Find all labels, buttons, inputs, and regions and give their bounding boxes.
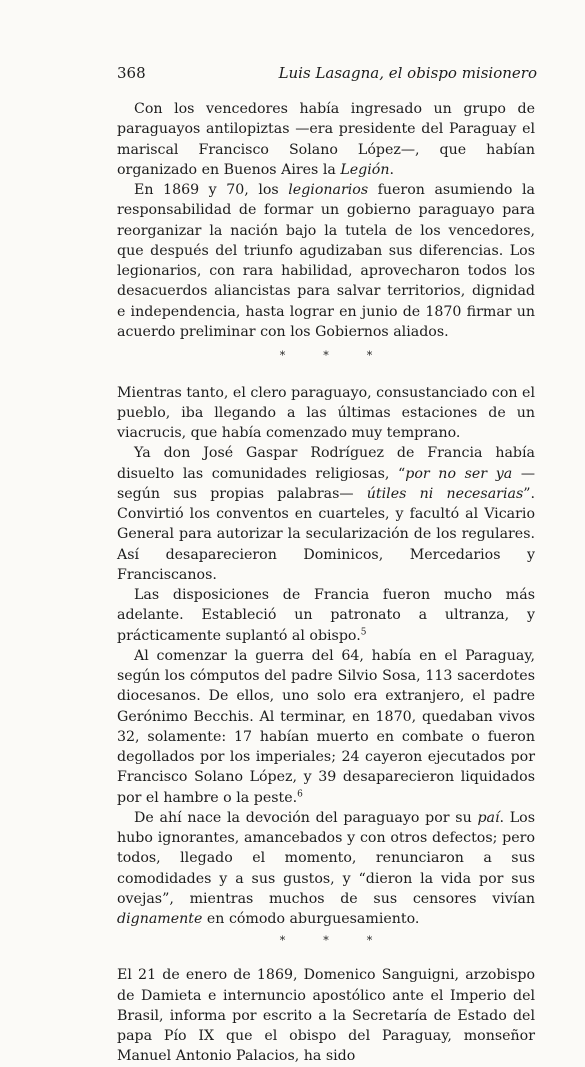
paragraph-7 bbox=[117, 808, 535, 930]
section-separator bbox=[117, 929, 535, 965]
paragraph-6 bbox=[117, 646, 535, 808]
asterisk: * bbox=[323, 934, 329, 948]
text-span: Con los vencedores había ingresado un grupo de paraguayos antilopiztas —era presidente del Paraguay el mariscal Francisco Solano López—, que habían organizado en Buenos Aires la bbox=[117, 101, 535, 178]
emphasis: útiles ni necesarias bbox=[366, 485, 524, 502]
asterisk: * bbox=[323, 349, 329, 363]
text-span: Al comenzar la guerra del 64, había en el Paraguay, según los cómputos del padre Silvio Sosa, 113 sacerdotes diocesanos. De ellos, uno solo era extranjero, el padre Gerónimo Becchis. Al terminar, en 1870, quedaban vivos 32, solamente: 17 habían muerto en combate o fueron degollados por los imperiales; 24 cayeron ejecutados por Francisco Solano López, y 39 desaparecieron liquidados por el hambre o la peste. bbox=[117, 647, 535, 806]
asterisk: * bbox=[279, 934, 286, 948]
text-span: fueron asumiendo la responsabilidad de formar un gobierno paraguayo para reorganizar la nación bajo la tutela de los vencedores, que después del triunfo agudizaban sus diferencias. Los legionarios, con rara habilidad, aprovecharon todos los desacuerdos aliancistas para salvar territorios, dignidad e independencia, hasta lograr en junio de 1870 firmar un acuerdo preliminar con los Gobiernos aliados. bbox=[117, 182, 536, 340]
paragraph-8: El 21 de enero de 1869, Domenico Sanguigni, arzobispo de Damieta e internuncio apostólico ante el Imperio del Brasil, informa por escrito a la Secretaría de Estado del papa Pío IX que el obispo del Paraguay, monseñor Manuel Antonio Palacios, ha sido bbox=[117, 967, 535, 1065]
body-text bbox=[117, 99, 535, 1067]
paragraph-3: Mientras tanto, el clero paraguayo, consustanciado con el pueblo, iba llegando a las últimas estaciones de un viacrucis, que había comenzado muy temprano. bbox=[117, 384, 535, 441]
text-span: —según sus propias palabras— bbox=[117, 465, 536, 502]
paragraph-5 bbox=[117, 585, 535, 646]
page-header bbox=[117, 64, 537, 88]
text-span: . bbox=[389, 161, 394, 178]
emphasis: legionarios bbox=[288, 182, 369, 198]
emphasis: Legión bbox=[340, 161, 390, 178]
section-separator bbox=[117, 342, 535, 383]
text-span: Las disposiciones de Francia fueron mucho más adelante. Estableció un patronato a ultranza, y prácticamente suplantó al obispo. bbox=[117, 587, 535, 644]
text-span: En 1869 y 70, los bbox=[134, 182, 289, 198]
emphasis: paí bbox=[477, 809, 500, 826]
text-span: . Los hubo ignorantes, amancebados y con otros defectos; pero todos, llegado el momento, renunciaron a sus comodidades y a sus gustos, y “dieron la vida por sus ovejas”, mientras muchos de sus censores vivían bbox=[117, 809, 535, 907]
running-title: Luis Lasagna, el obispo misionero bbox=[278, 64, 537, 82]
asterisk: * bbox=[366, 349, 373, 363]
emphasis: por no ser ya bbox=[405, 465, 513, 482]
text-span: De ahí nace la devoción del paraguayo por su bbox=[134, 809, 478, 826]
emphasis: dignamente bbox=[117, 911, 203, 927]
footnote-ref: 5 bbox=[360, 626, 367, 637]
asterisk: * bbox=[279, 349, 286, 363]
text-span: Ya don José Gaspar Rodríguez de Francia había disuelto las comunidades religiosas, “ bbox=[117, 445, 535, 482]
paragraph-1 bbox=[117, 99, 535, 180]
paragraph-2 bbox=[117, 180, 535, 342]
text-span: ”. Convirtió los conventos en cuarteles, y facultó al Vicario General para autorizar la secularización de los regulares. Así desaparecieron Dominicos, Mercedarios y Franciscanos. bbox=[117, 485, 535, 583]
page-number: 368 bbox=[117, 64, 146, 82]
asterisk: * bbox=[366, 934, 373, 948]
text-span: en cómodo aburguesamiento. bbox=[202, 911, 420, 927]
paragraph-4 bbox=[117, 443, 535, 585]
footnote-ref: 6 bbox=[297, 788, 303, 799]
